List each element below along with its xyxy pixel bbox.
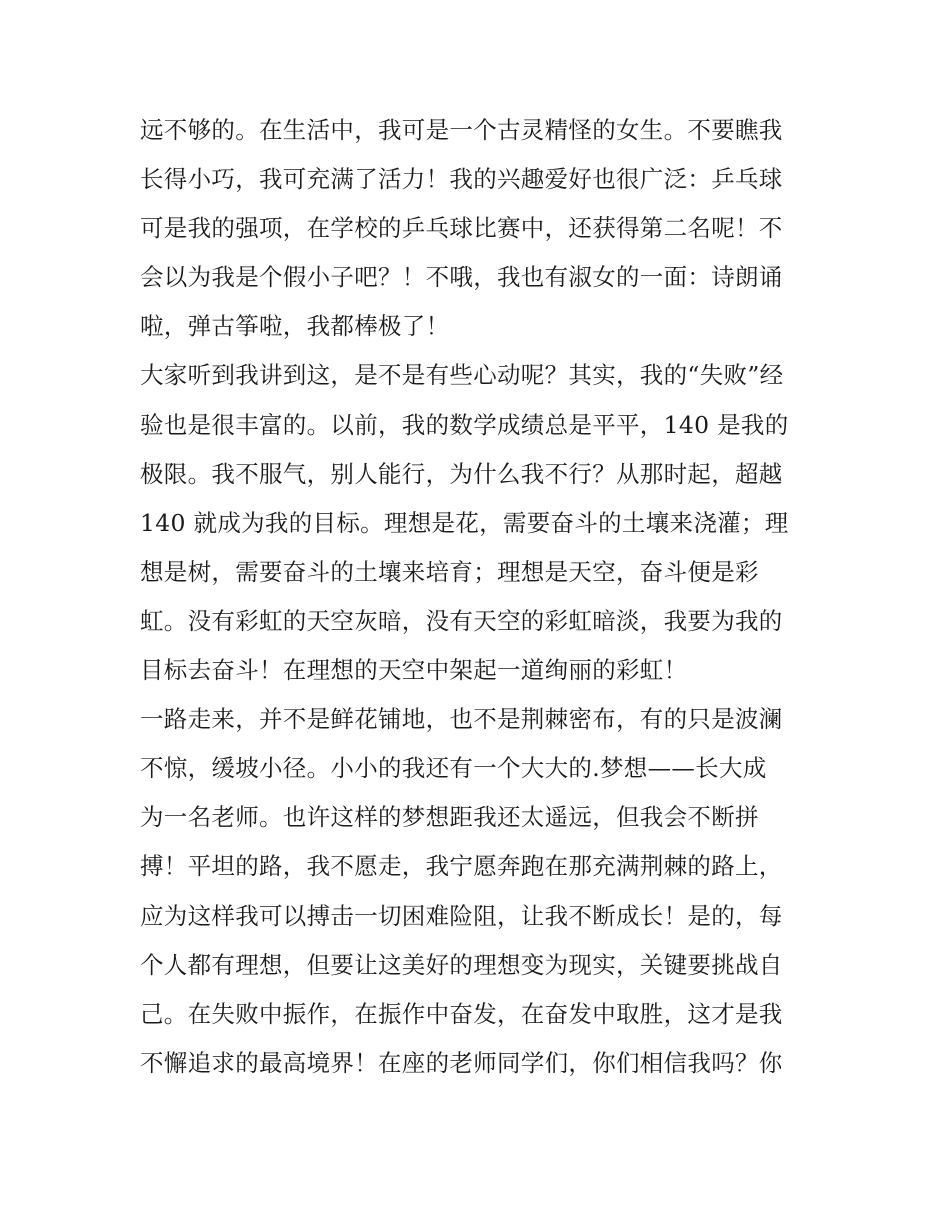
text-line: 极限。我不服气，别人能行，为什么我不行？从那时起，超越 (140, 459, 783, 488)
text-line: 不惊，缓坡小径。小小的我还有一个大大的.梦想——长大成 (140, 754, 767, 783)
text-line: 虹。没有彩虹的天空灰暗，没有天空的彩虹暗淡，我要为我的 (140, 606, 783, 635)
text-line: 长得小巧，我可充满了活力！我的兴趣爱好也很广泛：乒乓球 (140, 165, 783, 194)
text-line: 啦，弹古筝啦，我都棒极了！ (140, 312, 450, 341)
text-line: 会以为我是个假小子吧？！不哦，我也有淑女的一面：诗朗诵 (140, 263, 783, 292)
text-line: 己。在失败中振作，在振作中奋发，在奋发中取胜，这才是我 (140, 999, 783, 1028)
text-line: 验也是很丰富的。以前，我的数学成绩总是平平，140 是我的 (140, 410, 789, 439)
document-body (140, 106, 812, 1088)
text-line: 140 就成为我的目标。理想是花，需要奋斗的土壤来浇灌；理 (140, 508, 789, 537)
text-line: 远不够的。在生活中，我可是一个古灵精怪的女生。不要瞧我 (140, 116, 783, 144)
text-line: 一路走来，并不是鲜花铺地，也不是荆棘密布，有的只是波澜 (140, 705, 783, 734)
text-line: 想是树，需要奋斗的土壤来培育；理想是天空，奋斗便是彩 (140, 557, 759, 586)
text-line: 应为这样我可以搏击一切困难险阻，让我不断成长！是的，每 (140, 901, 783, 930)
text-line: 个人都有理想，但要让这美好的理想变为现实，关键要挑战自 (140, 950, 783, 979)
text-line: 不懈追求的最高境界！在座的老师同学们，你们相信我吗？你 (140, 1048, 783, 1077)
text-line: 为一名老师。也许这样的梦想距我还太遥远，但我会不断拼 (140, 803, 759, 832)
text-line: 大家听到我讲到这，是不是有些心动呢？其实，我的“失败”经 (140, 361, 784, 390)
text-line: 搏！平坦的路，我不愿走，我宁愿奔跑在那充满荆棘的路上， (140, 852, 783, 881)
text-line: 目标去奋斗！在理想的天空中架起一道绚丽的彩虹！ (140, 656, 688, 685)
text-line: 可是我的强项，在学校的乒乓球比赛中，还获得第二名呢！不 (140, 214, 783, 243)
